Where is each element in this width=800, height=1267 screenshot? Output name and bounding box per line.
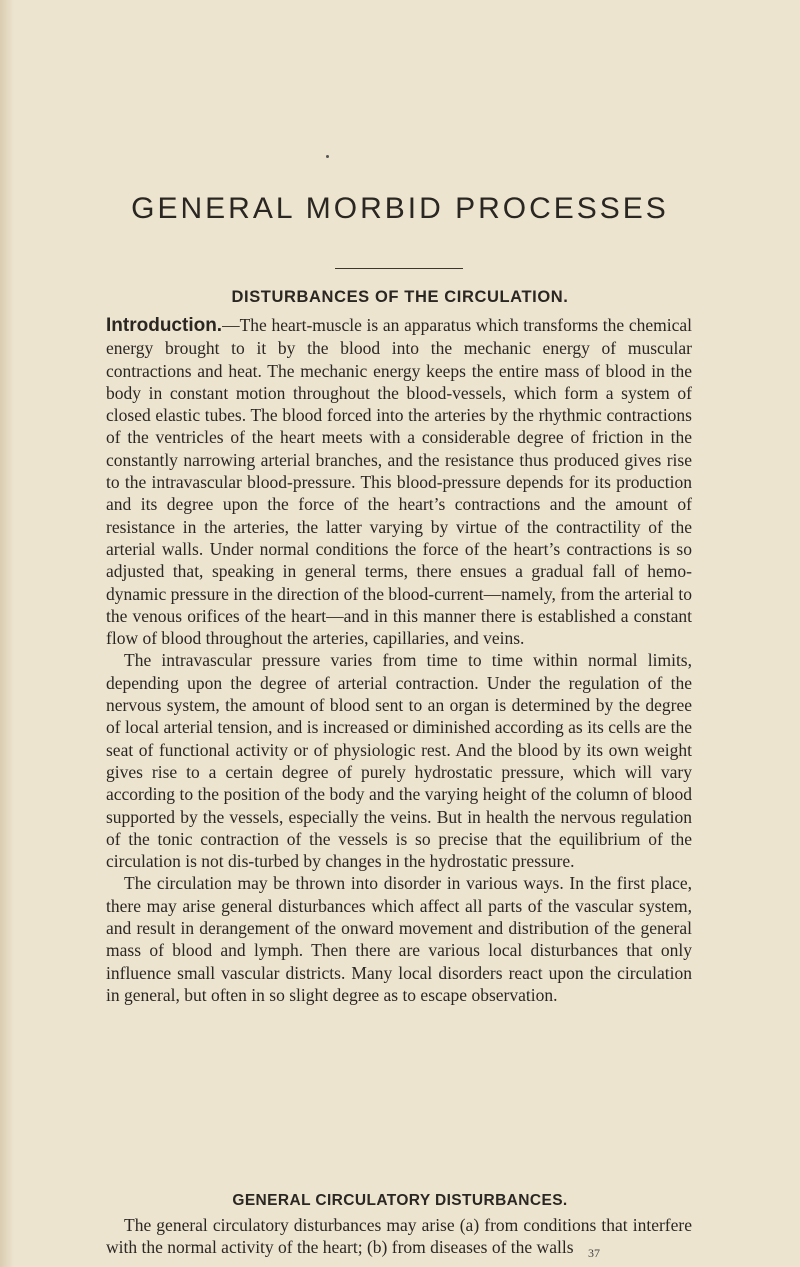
section-heading: DISTURBANCES OF THE CIRCULATION. [231, 288, 569, 306]
sub-heading: GENERAL CIRCULATORY DISTURBANCES. [232, 1192, 568, 1209]
paragraph-1-text: —The heart-muscle is an apparatus which transforms the chemical energy brought to it by the blood into the mechanic energy of muscular contractions and heat. The mechanic energy keeps the entire mass of blood in the body in constant motion throughout the blood-vessels, which form a system of closed elastic tubes. The blood forced into the arteries by the rhythmic contractions of the ventricles of the heart meets with a considerable degree of friction in the constantly narrowing arterial branches, and the resistance thus produced gives rise to the intravascular blood-pressure. This blood-pressure depends for its production and its degree upon the force of the heart’s contractions and the amount of resistance in the arteries, the latter varying by virtue of the contractility of the arterial walls. Under normal conditions the force of the heart’s contractions is so adjusted that, speaking in general terms, there ensues a gradual fall of hemo-dynamic pressure in the direction of the blood-current—namely, from the arterial to the venous orifices of the heart—and in this manner there is established a constant flow of blood throughout the arteries, capillaries, and veins. [106, 315, 692, 649]
paragraph-1 [106, 314, 692, 649]
title-rule [335, 268, 463, 269]
circulatory-text [106, 1214, 692, 1259]
ink-dot [326, 155, 329, 158]
paragraph-3: The circulation may be thrown into disorder in various ways. In the first place, there may arise general disturbances which affect all parts of the vascular system, and result in derangement of the onward movement and distribution of the general mass of blood and lymph. Then there are various local disturbances that only influence small vascular districts. Many local disorders react upon the circulation in general, but often in so slight degree as to escape observation. [106, 873, 692, 1005]
intro-lead: Introduction. [106, 315, 223, 336]
paragraph-2: The intravascular pressure varies from time to time within normal limits, depending upon the degree of arterial contraction. Under the regulation of the nervous system, the amount of blood sent to an organ is determined by the degree of local arterial tension, and is increased or diminished according as its cells are the seat of functional activity or of physiologic rest. And the blood by its own weight gives rise to a certain degree of purely hydrostatic pressure, which will vary according to the position of the body and the varying height of the column of blood supported by the vessels, especially the veins. But in health the nervous regulation of the tonic contraction of the vessels is so precise that the equilibrium of the circulation is not dis-turbed by changes in the hydrostatic pressure. [106, 650, 692, 872]
introduction-text [106, 314, 692, 1006]
page-edge [0, 0, 14, 1267]
paragraph-4: The general circulatory disturbances may arise (a) from conditions that interfere with the normal activity of the heart; (b) from diseases of the walls [106, 1215, 692, 1258]
page-number: 37 [588, 1246, 600, 1260]
chapter-title: GENERAL MORBID PROCESSES [131, 192, 669, 225]
